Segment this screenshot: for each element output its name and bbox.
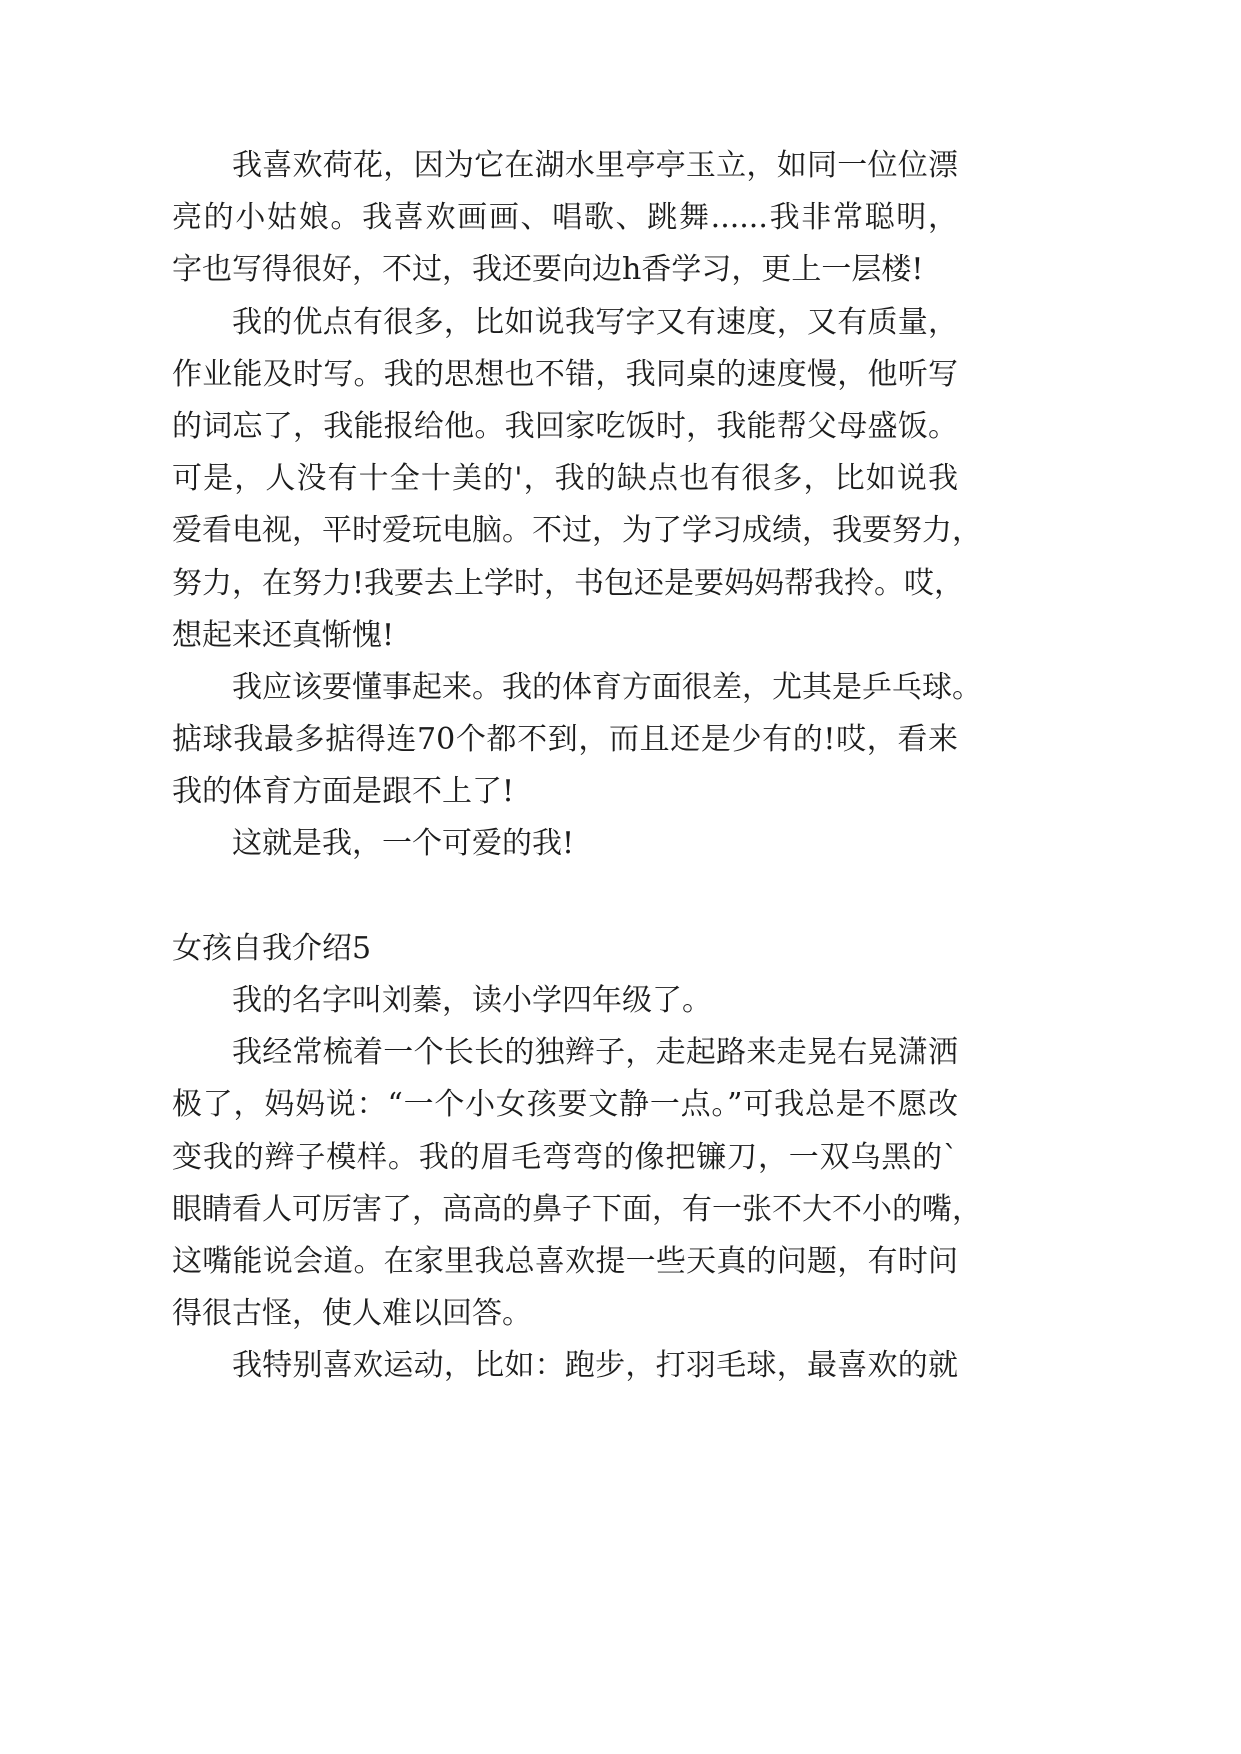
- paragraph-strengths: [172, 297, 982, 662]
- text-line: 变我的辫子模样。我的眉毛弯弯的像把镰刀，一双乌黑的`: [172, 1139, 958, 1175]
- text-line: 这嘴能说会道。在家里我总喜欢提一些天真的问题，有时问: [172, 1243, 958, 1279]
- blank-line: [172, 871, 958, 923]
- text-line: 努力，在努力!我要去上学时，书包还是要妈妈帮我拎。哎，: [172, 565, 965, 601]
- document-body: [172, 140, 982, 1393]
- text-line: 我特别喜欢运动，比如：跑步，打羽毛球，最喜欢的就: [232, 1348, 958, 1384]
- text-line: 这就是我，一个可爱的我!: [232, 826, 575, 862]
- text-line: 的词忘了，我能报给他。我回家吃饭时，我能帮父母盛饭。: [172, 408, 958, 444]
- paragraph-lotus: [172, 140, 958, 297]
- text-line: 眼睛看人可厉害了，高高的鼻子下面，有一张不大不小的嘴，: [172, 1191, 982, 1227]
- text-line: 字也写得很好，不过，我还要向边h香学习，更上一层楼!: [172, 252, 924, 288]
- text-line: 得很古怪，使人难以回答。: [172, 1296, 532, 1332]
- text-line: 我的优点有很多，比如说我写字又有速度，又有质量，: [232, 304, 958, 340]
- text-line: 想起来还真惭愧!: [172, 617, 395, 653]
- paragraph-name: [172, 975, 958, 1027]
- paragraph-closing: [172, 818, 958, 870]
- text-line: 亮的小姑娘。我喜欢画画、唱歌、跳舞......我非常聪明，: [172, 200, 958, 236]
- paragraph-appearance: [172, 1027, 982, 1340]
- text-line: 极了，妈妈说：“一个小女孩要文静一点。”可我总是不愿改: [172, 1087, 958, 1123]
- text-line: 我喜欢荷花，因为它在湖水里亭亭玉立，如同一位位漂: [232, 148, 958, 183]
- text-line: 作业能及时写。我的思想也不错，我同桌的速度慢，他听写: [172, 356, 958, 392]
- text-line: 掂球我最多掂得连70个都不到，而且还是少有的!哎，看来: [172, 722, 958, 758]
- section-heading: 女孩自我介绍5: [172, 930, 372, 966]
- text-line: 我的名字叫刘蓁，读小学四年级了。: [232, 983, 712, 1018]
- text-line: 爱看电视，平时爱玩电脑。不过，为了学习成绩，我要努力，: [172, 513, 982, 549]
- paragraph-sports: [172, 662, 982, 819]
- text-line: 我的体育方面是跟不上了!: [172, 774, 515, 810]
- paragraph-hobbies: [172, 1340, 958, 1392]
- text-line: 我经常梳着一个长长的独辫子，走起路来走晃右晃潇洒: [232, 1035, 958, 1071]
- text-line: 可是，人没有十全十美的'，我的缺点也有很多，比如说我: [172, 461, 958, 497]
- text-line: 我应该要懂事起来。我的体育方面很差，尤其是乒乓球。: [232, 669, 982, 705]
